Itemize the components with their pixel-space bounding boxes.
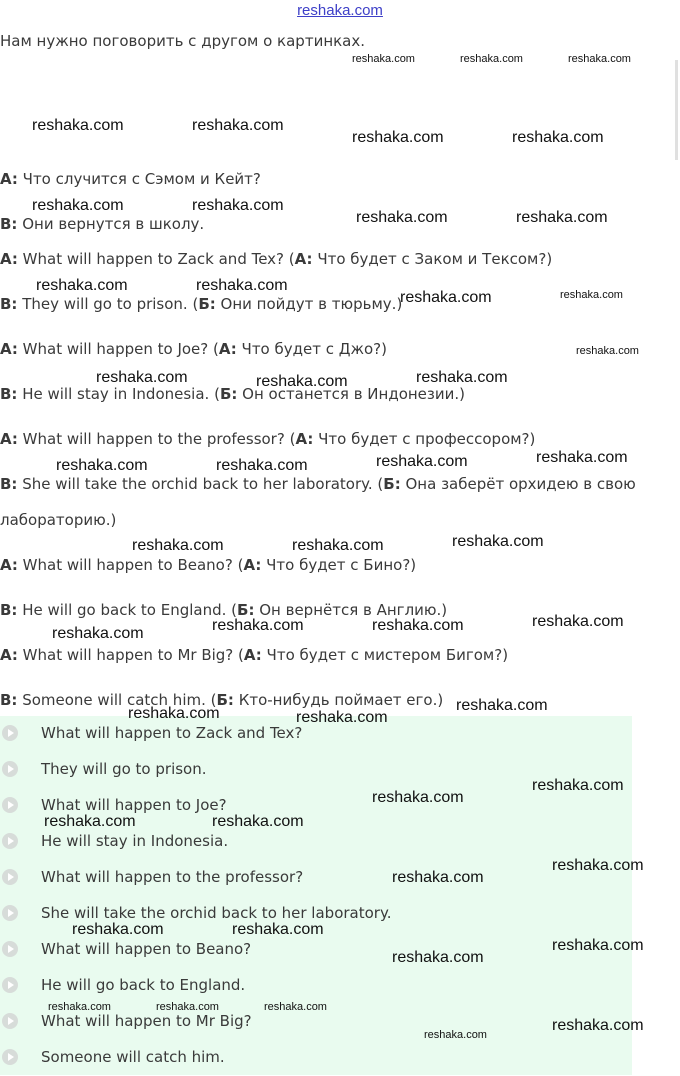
watermark: reshaka.com [376,453,468,470]
play-icon[interactable] [2,1049,18,1065]
watermark: reshaka.com [532,777,624,794]
watermark: reshaka.com [400,289,492,306]
dialogue-line: A: What will happen to Mr Big? (A: Что будет с мистером Бигом?) [0,646,509,664]
audio-row[interactable] [0,860,632,896]
watermark: reshaka.com [460,53,523,65]
watermark: reshaka.com [128,705,220,722]
dialogue-line: B: They will go to prison. (Б: Они пойдут в тюрьму.) [0,295,403,313]
watermark: reshaka.com [56,457,148,474]
audio-line: He will go back to England. [41,976,246,994]
watermark: reshaka.com [264,1001,327,1013]
play-icon[interactable] [2,725,18,741]
audio-line: What will happen to the professor? [41,868,304,886]
play-icon[interactable] [2,941,18,957]
watermark: reshaka.com [352,129,444,146]
watermark: reshaka.com [552,937,644,954]
watermark: reshaka.com [512,129,604,146]
watermark: reshaka.com [352,53,415,65]
watermark: reshaka.com [232,921,324,938]
dialogue-line: лабораторию.) [0,511,117,529]
play-icon[interactable] [2,1013,18,1029]
audio-line: Someone will catch him. [41,1048,225,1066]
watermark: reshaka.com [132,537,224,554]
watermark: reshaka.com [452,533,544,550]
watermark: reshaka.com [560,289,623,301]
watermark: reshaka.com [72,921,164,938]
dialogue-line: B: Они вернутся в школу. [0,215,205,233]
watermark: reshaka.com [532,613,624,630]
watermark: reshaka.com [192,117,284,134]
watermark: reshaka.com [212,813,304,830]
watermark: reshaka.com [216,457,308,474]
scrollbar[interactable] [675,60,678,160]
dialogue-line: A: Что случится с Сэмом и Кейт? [0,170,261,188]
dialogue-line: B: She will take the orchid back to her laboratory. (Б: Она заберёт орхидею в свою [0,475,636,493]
watermark: reshaka.com [156,1001,219,1013]
watermark: reshaka.com [372,789,464,806]
watermark: reshaka.com [416,369,508,386]
watermark: reshaka.com [292,537,384,554]
audio-panel [0,716,632,1075]
audio-line: What will happen to Zack and Tex? [41,724,303,742]
audio-row[interactable] [0,1040,632,1076]
watermark: reshaka.com [536,449,628,466]
watermark: reshaka.com [356,209,448,226]
site-header-link[interactable]: reshaka.com [297,2,383,19]
dialogue-line: A: What will happen to Zack and Tex? (A: Что будет с Заком и Тексом?) [0,250,553,268]
play-icon[interactable] [2,761,18,777]
dialogue-line: A: What will happen to Joe? (A: Что будет с Джо?) [0,340,387,358]
dialogue-line: A: What will happen to the professor? (A: Что будет с профессором?) [0,430,536,448]
watermark: reshaka.com [52,625,144,642]
audio-line: What will happen to Mr Big? [41,1012,252,1030]
audio-row[interactable] [0,968,632,1004]
watermark: reshaka.com [516,209,608,226]
watermark: reshaka.com [576,345,639,357]
watermark: reshaka.com [392,949,484,966]
watermark: reshaka.com [256,373,348,390]
dialogue-line: A: What will happen to Beano? (A: Что будет с Бино?) [0,556,417,574]
watermark: reshaka.com [296,709,388,726]
watermark: reshaka.com [212,617,304,634]
watermark: reshaka.com [192,197,284,214]
play-icon[interactable] [2,869,18,885]
play-icon[interactable] [2,797,18,813]
audio-line: What will happen to Joe? [41,796,227,814]
intro-text: Нам нужно поговорить с другом о картинках. [0,32,366,50]
audio-line: What will happen to Beano? [41,940,252,958]
audio-line: She will take the orchid back to her laboratory. [41,904,392,922]
play-icon[interactable] [2,833,18,849]
watermark: reshaka.com [552,857,644,874]
audio-line: He will stay in Indonesia. [41,832,229,850]
watermark: reshaka.com [372,617,464,634]
watermark: reshaka.com [552,1017,644,1034]
play-icon[interactable] [2,977,18,993]
play-icon[interactable] [2,905,18,921]
dialogue-line: B: He will stay in Indonesia. (Б: Он останется в Индонезии.) [0,385,466,403]
watermark: reshaka.com [96,369,188,386]
watermark: reshaka.com [48,1001,111,1013]
watermark: reshaka.com [36,277,128,294]
watermark: reshaka.com [32,197,124,214]
watermark: reshaka.com [568,53,631,65]
audio-line: They will go to prison. [41,760,207,778]
watermark: reshaka.com [456,697,548,714]
watermark: reshaka.com [424,1029,487,1041]
dialogue-line: B: He will go back to England. (Б: Он вернётся в Англию.) [0,601,448,619]
watermark: reshaka.com [44,813,136,830]
watermark: reshaka.com [196,277,288,294]
watermark: reshaka.com [32,117,124,134]
dialogue-line: B: Someone will catch him. (Б: Кто-нибудь поймает его.) [0,691,444,709]
watermark: reshaka.com [392,869,484,886]
